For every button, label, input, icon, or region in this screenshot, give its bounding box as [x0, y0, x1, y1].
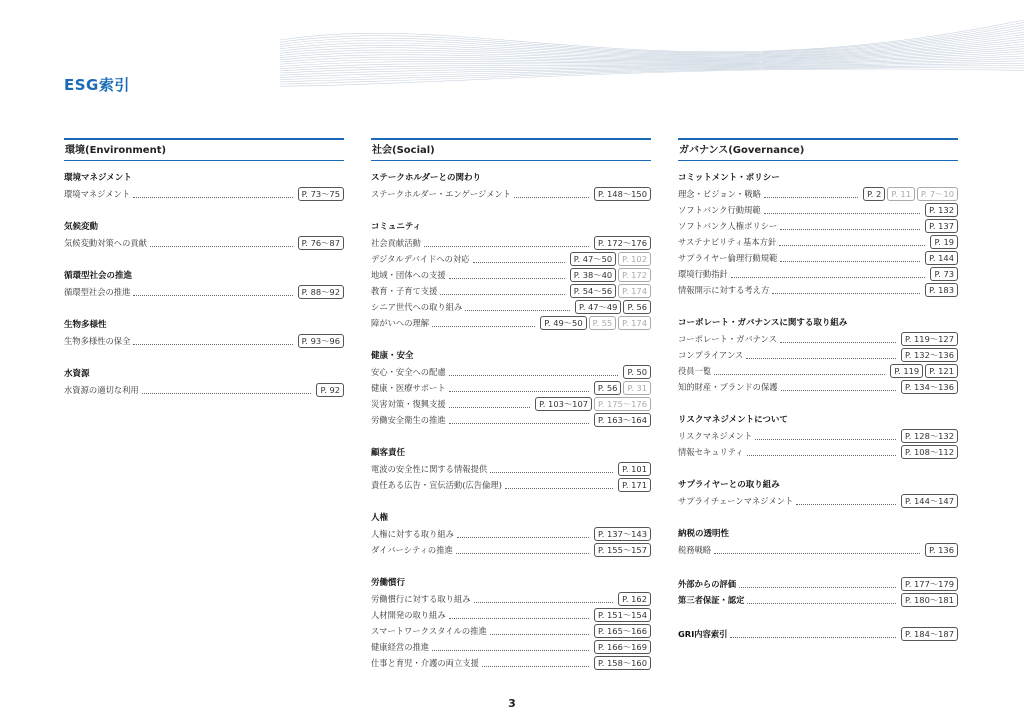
column-heading: 環境(Environment) — [64, 138, 344, 161]
entry-label: 社会貢献活動 — [371, 238, 421, 248]
page-refs — [899, 627, 958, 641]
page-ref-link[interactable]: P. 174 — [618, 284, 651, 298]
page-refs — [296, 285, 344, 299]
page-ref-link[interactable]: P. 132 — [925, 203, 958, 217]
entry-label: サプライヤー倫理行動規範 — [678, 253, 778, 263]
index-entry[interactable] — [64, 382, 344, 398]
entry-label: 労働慣行に対する取り組み — [371, 594, 471, 604]
entry-label: 責任ある広告・宣伝活動(広告倫理) — [371, 480, 502, 490]
index-entry[interactable] — [678, 493, 958, 509]
page-ref-link[interactable]: P. 2 — [863, 187, 885, 201]
section-title: 気候変動 — [64, 222, 99, 232]
page-refs — [568, 268, 651, 282]
index-entry[interactable] — [64, 333, 344, 349]
page-ref-link[interactable]: P. 73〜75 — [298, 187, 344, 201]
page-ref-link[interactable]: P. 121 — [925, 364, 958, 378]
dot-leader — [764, 196, 858, 198]
page-ref-link[interactable]: P. 184〜187 — [901, 627, 958, 641]
dot-leader — [747, 454, 896, 456]
page-refs — [899, 577, 958, 591]
page-refs — [899, 593, 958, 607]
entry-label: 安心・安全への配慮 — [371, 367, 446, 377]
index-entry[interactable] — [371, 623, 651, 639]
dot-leader — [465, 309, 570, 311]
index-entry[interactable] — [64, 235, 344, 251]
page-refs — [592, 413, 651, 427]
page-refs — [899, 445, 958, 459]
section-title: コーポレート・ガバナンスに関する取り組み — [678, 318, 848, 328]
index-section — [64, 220, 344, 251]
entry-label: 健康経営の推進 — [371, 642, 430, 652]
index-entry[interactable] — [678, 202, 958, 218]
page-refs — [888, 364, 958, 378]
page-refs — [592, 608, 651, 622]
index-section — [371, 220, 651, 331]
index-entry[interactable] — [371, 461, 651, 477]
page-refs — [533, 397, 651, 411]
entry-label: 知的財産・ブランドの保護 — [678, 382, 778, 392]
page-ref-link[interactable]: P. 166〜169 — [594, 640, 651, 654]
page-ref-link[interactable]: P. 55 — [589, 316, 617, 330]
page-refs — [592, 543, 651, 557]
section-title: 人権 — [371, 513, 389, 523]
index-entry[interactable] — [371, 591, 651, 607]
dot-leader — [432, 325, 535, 327]
index-entry[interactable] — [371, 267, 651, 283]
index-section — [678, 413, 958, 460]
entry-label: サプライチェーンマネジメント — [678, 496, 794, 506]
index-entry[interactable] — [371, 299, 651, 315]
dot-leader — [755, 438, 896, 440]
index-section — [678, 527, 958, 558]
page-ref-link[interactable]: P. 88〜92 — [298, 285, 344, 299]
dot-leader — [133, 294, 292, 296]
dot-leader — [780, 260, 920, 262]
page-ref-link[interactable]: P. 180〜181 — [901, 593, 958, 607]
page-ref-link[interactable]: P. 56 — [623, 300, 651, 314]
page-ref-link[interactable]: P. 108〜112 — [901, 445, 958, 459]
index-entry[interactable] — [371, 235, 651, 251]
entry-label: 水資源の適切な利用 — [64, 385, 139, 395]
page-refs — [538, 316, 651, 330]
entry-label: シニア世代への取り組み — [371, 302, 463, 312]
dot-leader — [449, 422, 589, 424]
dot-leader — [474, 601, 614, 603]
entry-label: 電波の安全性に関する情報提供 — [371, 464, 488, 474]
index-entry[interactable] — [678, 379, 958, 395]
page-ref-link[interactable]: P. 119 — [890, 364, 923, 378]
dot-leader — [150, 245, 293, 247]
page-refs — [296, 334, 344, 348]
entry-label: ソフトバンク行動規範 — [678, 205, 761, 215]
page-ref-link[interactable]: P. 49〜50 — [540, 316, 586, 330]
index-section — [678, 478, 958, 509]
dot-leader — [505, 487, 613, 489]
page-ref-link[interactable]: P. 172 — [618, 268, 651, 282]
entry-label: 環境行動指針 — [678, 269, 728, 279]
page-ref-link[interactable]: P. 103〜107 — [535, 397, 592, 411]
column-heading: 社会(Social) — [371, 138, 651, 161]
index-section — [678, 171, 958, 298]
page-refs — [899, 348, 958, 362]
entry-label: 教育・子育て支援 — [371, 286, 438, 296]
index-entry[interactable] — [371, 639, 651, 655]
dot-leader — [133, 343, 292, 345]
decorative-wave-lines — [0, 0, 1024, 150]
page-refs — [592, 640, 651, 654]
entry-label: ソフトバンク人権ポリシー — [678, 221, 778, 231]
index-entry[interactable] — [678, 186, 958, 202]
entry-label: コンプライアンス — [678, 350, 744, 360]
index-entry[interactable] — [371, 380, 651, 396]
page-refs — [296, 236, 344, 250]
section-title: コミットメント・ポリシー — [678, 173, 780, 183]
page-ref-link[interactable]: P. 56 — [594, 381, 622, 395]
entry-label: 税務戦略 — [678, 545, 712, 555]
page-refs — [928, 267, 958, 281]
index-entry[interactable] — [678, 626, 958, 642]
index-entry[interactable] — [371, 283, 651, 299]
page-refs — [592, 624, 651, 638]
page-number: 3 — [508, 697, 516, 710]
dot-leader — [473, 261, 565, 263]
entry-label: 第三者保証・認定 — [678, 595, 745, 605]
page-ref-link[interactable]: P. 7〜10 — [917, 187, 958, 201]
page-ref-link[interactable]: P. 155〜157 — [594, 543, 651, 557]
dot-leader — [796, 503, 896, 505]
page-ref-link[interactable]: P. 38〜40 — [570, 268, 616, 282]
dot-leader — [780, 228, 920, 230]
section-title: リスクマネジメントについて — [678, 415, 788, 425]
index-section — [678, 576, 958, 608]
dot-leader — [714, 552, 920, 554]
page-ref-link[interactable]: P. 132〜136 — [901, 348, 958, 362]
page-ref-link[interactable]: P. 102 — [618, 252, 651, 266]
page-ref-link[interactable]: P. 92 — [316, 383, 344, 397]
page-ref-link[interactable]: P. 137 — [925, 219, 958, 233]
index-entry[interactable] — [371, 315, 651, 331]
page-refs — [592, 656, 651, 670]
index-entry[interactable] — [678, 363, 958, 379]
index-entry[interactable] — [371, 186, 651, 202]
index-entry[interactable] — [371, 607, 651, 623]
page-ref-link[interactable]: P. 101 — [618, 462, 651, 476]
entry-label: 障がいへの理解 — [371, 318, 430, 328]
index-section — [64, 318, 344, 349]
entry-label: 理念・ビジョン・戦略 — [678, 189, 761, 199]
entry-label: リスクマネジメント — [678, 431, 753, 441]
page-ref-link[interactable]: P. 11 — [887, 187, 915, 201]
index-section — [371, 446, 651, 493]
page-refs — [616, 478, 651, 492]
column-heading: ガバナンス(Governance) — [678, 138, 958, 161]
index-section — [64, 367, 344, 398]
page-ref-link[interactable]: P. 119〜127 — [901, 332, 958, 346]
entry-label: スマートワークスタイルの推進 — [371, 626, 487, 636]
entry-label: 循環型社会の推進 — [64, 287, 131, 297]
page-refs — [923, 543, 958, 557]
dot-leader — [490, 633, 589, 635]
page-ref-link[interactable]: P. 171 — [618, 478, 651, 492]
page-ref-link[interactable]: P. 174 — [618, 316, 651, 330]
page-ref-link[interactable]: P. 134〜136 — [901, 380, 958, 394]
column-social — [371, 138, 651, 689]
page-ref-link[interactable]: P. 73 — [930, 267, 958, 281]
page-ref-link[interactable]: P. 183 — [925, 283, 958, 297]
dot-leader — [449, 390, 589, 392]
index-section — [678, 316, 958, 395]
page-refs — [899, 332, 958, 346]
page-ref-link[interactable]: P. 47〜49 — [575, 300, 621, 314]
page-ref-link[interactable]: P. 54〜56 — [570, 284, 616, 298]
dot-leader — [779, 244, 925, 246]
entry-label: デジタルデバイドへの対応 — [371, 254, 470, 264]
section-title: 納税の透明性 — [678, 529, 730, 539]
entry-label: 生物多様性の保全 — [64, 336, 131, 346]
index-entry[interactable] — [64, 284, 344, 300]
index-entry[interactable] — [678, 282, 958, 298]
index-entry[interactable] — [678, 576, 958, 592]
page-ref-link[interactable]: P. 93〜96 — [298, 334, 344, 348]
page-refs — [928, 235, 958, 249]
page-refs — [314, 383, 344, 397]
page-ref-link[interactable]: P. 137〜143 — [594, 527, 651, 541]
dot-leader — [730, 636, 896, 638]
page-refs — [568, 284, 651, 298]
dot-leader — [490, 471, 613, 473]
dot-leader — [449, 406, 530, 408]
page-refs — [592, 236, 651, 250]
page-ref-link[interactable]: P. 47〜50 — [570, 252, 616, 266]
index-section — [678, 626, 958, 642]
dot-leader — [739, 586, 896, 588]
dot-leader — [714, 373, 885, 375]
index-entry[interactable] — [678, 347, 958, 363]
dot-leader — [457, 536, 589, 538]
entry-label: 仕事と育児・介護の両立支援 — [371, 658, 479, 668]
entry-label: 人権に対する取り組み — [371, 529, 454, 539]
index-section — [64, 171, 344, 202]
index-entry[interactable] — [678, 542, 958, 558]
index-entry[interactable] — [371, 477, 651, 493]
page-refs — [899, 494, 958, 508]
page-refs — [616, 592, 651, 606]
index-entry[interactable] — [371, 412, 651, 428]
index-entry[interactable] — [678, 250, 958, 266]
page-refs — [592, 527, 651, 541]
section-title: 水資源 — [64, 369, 90, 379]
column-governance — [678, 138, 958, 660]
index-entry[interactable] — [678, 234, 958, 250]
entry-label: 地域・団体への支援 — [371, 270, 446, 280]
dot-leader — [449, 617, 589, 619]
index-entry[interactable] — [371, 396, 651, 412]
dot-leader — [746, 357, 896, 359]
page-ref-link[interactable]: P. 162 — [618, 592, 651, 606]
page-ref-link[interactable]: P. 175〜176 — [594, 397, 651, 411]
page-refs — [923, 219, 958, 233]
section-title: 顧客責任 — [371, 448, 406, 458]
entry-label: 役員一覧 — [678, 366, 712, 376]
index-section — [371, 576, 651, 671]
entry-label: ステークホルダー・エンゲージメント — [371, 189, 511, 199]
index-entry[interactable] — [371, 655, 651, 671]
page-ref-link[interactable]: P. 177〜179 — [901, 577, 958, 591]
index-entry[interactable] — [371, 364, 651, 380]
dot-leader — [142, 392, 312, 394]
page-refs — [861, 187, 958, 201]
page-refs — [296, 187, 344, 201]
page-ref-link[interactable]: P. 163〜164 — [594, 413, 651, 427]
index-entry[interactable] — [678, 266, 958, 282]
page-refs — [592, 381, 651, 395]
section-title: サプライヤーとの取り組み — [678, 480, 780, 490]
page-ref-link[interactable]: P. 76〜87 — [298, 236, 344, 250]
dot-leader — [449, 277, 565, 279]
entry-label: 労働安全衛生の推進 — [371, 415, 446, 425]
section-title: 循環型社会の推進 — [64, 271, 133, 281]
page-refs — [621, 365, 651, 379]
dot-leader — [482, 665, 589, 667]
page-ref-link[interactable]: P. 151〜154 — [594, 608, 651, 622]
page-ref-link[interactable]: P. 165〜166 — [594, 624, 651, 638]
entry-label: 外部からの評価 — [678, 579, 737, 589]
entry-label: 人材開発の取り組み — [371, 610, 446, 620]
page-ref-link[interactable]: P. 136 — [925, 543, 958, 557]
entry-label: 環境マネジメント — [64, 189, 131, 199]
column-environment — [64, 138, 344, 416]
entry-label: 情報セキュリティ — [678, 447, 744, 457]
index-section — [64, 269, 344, 300]
index-section — [371, 511, 651, 558]
page-refs — [923, 251, 958, 265]
page-refs — [899, 380, 958, 394]
dot-leader — [781, 389, 896, 391]
entry-label: ダイバーシティの推進 — [371, 545, 453, 555]
page-ref-link[interactable]: P. 144 — [925, 251, 958, 265]
page-refs — [923, 203, 958, 217]
index-entry[interactable] — [64, 186, 344, 202]
page-refs — [899, 429, 958, 443]
index-entry[interactable] — [678, 218, 958, 234]
entry-label: 災害対策・復興支援 — [371, 399, 446, 409]
section-title: コミュニティ — [371, 222, 422, 232]
dot-leader — [780, 341, 896, 343]
dot-leader — [133, 196, 292, 198]
dot-leader — [449, 374, 619, 376]
section-title: 環境マネジメント — [64, 173, 132, 183]
dot-leader — [514, 196, 589, 198]
dot-leader — [772, 292, 920, 294]
entry-label: 健康・医療サポート — [371, 383, 446, 393]
section-title: 生物多様性 — [64, 320, 107, 330]
index-entry[interactable] — [678, 428, 958, 444]
dot-leader — [456, 552, 589, 554]
section-title: 労働慣行 — [371, 578, 406, 588]
dot-leader — [764, 212, 921, 214]
page-refs — [568, 252, 651, 266]
page-ref-link[interactable]: P. 31 — [623, 381, 651, 395]
index-entry[interactable] — [371, 526, 651, 542]
entry-label: GRI内容索引 — [678, 629, 728, 639]
section-title: ステークホルダーとの関わり — [371, 173, 481, 183]
entry-label: サステナビリティ基本方針 — [678, 237, 777, 247]
dot-leader — [432, 649, 589, 651]
page-ref-link[interactable]: P. 144〜147 — [901, 494, 958, 508]
page-ref-link[interactable]: P. 128〜132 — [901, 429, 958, 443]
page-refs — [592, 187, 651, 201]
index-entry[interactable] — [678, 592, 958, 608]
index-entry[interactable] — [678, 331, 958, 347]
page-ref-link[interactable]: P. 50 — [623, 365, 651, 379]
index-entry[interactable] — [371, 251, 651, 267]
entry-label: 情報開示に対する考え方 — [678, 285, 770, 295]
page-title: ESG索引 — [64, 76, 130, 94]
index-section — [371, 349, 651, 428]
page-ref-link[interactable]: P. 158〜160 — [594, 656, 651, 670]
page-ref-link[interactable]: P. 148〜150 — [594, 187, 651, 201]
page-ref-link[interactable]: P. 19 — [930, 235, 958, 249]
index-section — [371, 171, 651, 202]
page-refs — [923, 283, 958, 297]
dot-leader — [747, 602, 896, 604]
dot-leader — [440, 293, 564, 295]
dot-leader — [731, 276, 926, 278]
page-refs — [616, 462, 651, 476]
entry-label: 気候変動対策への貢献 — [64, 238, 147, 248]
section-title: 健康・安全 — [371, 351, 414, 361]
entry-label: コーポレート・ガバナンス — [678, 334, 777, 344]
index-entry[interactable] — [678, 444, 958, 460]
page-ref-link[interactable]: P. 172〜176 — [594, 236, 651, 250]
dot-leader — [424, 245, 589, 247]
page-refs — [573, 300, 651, 314]
index-entry[interactable] — [371, 542, 651, 558]
